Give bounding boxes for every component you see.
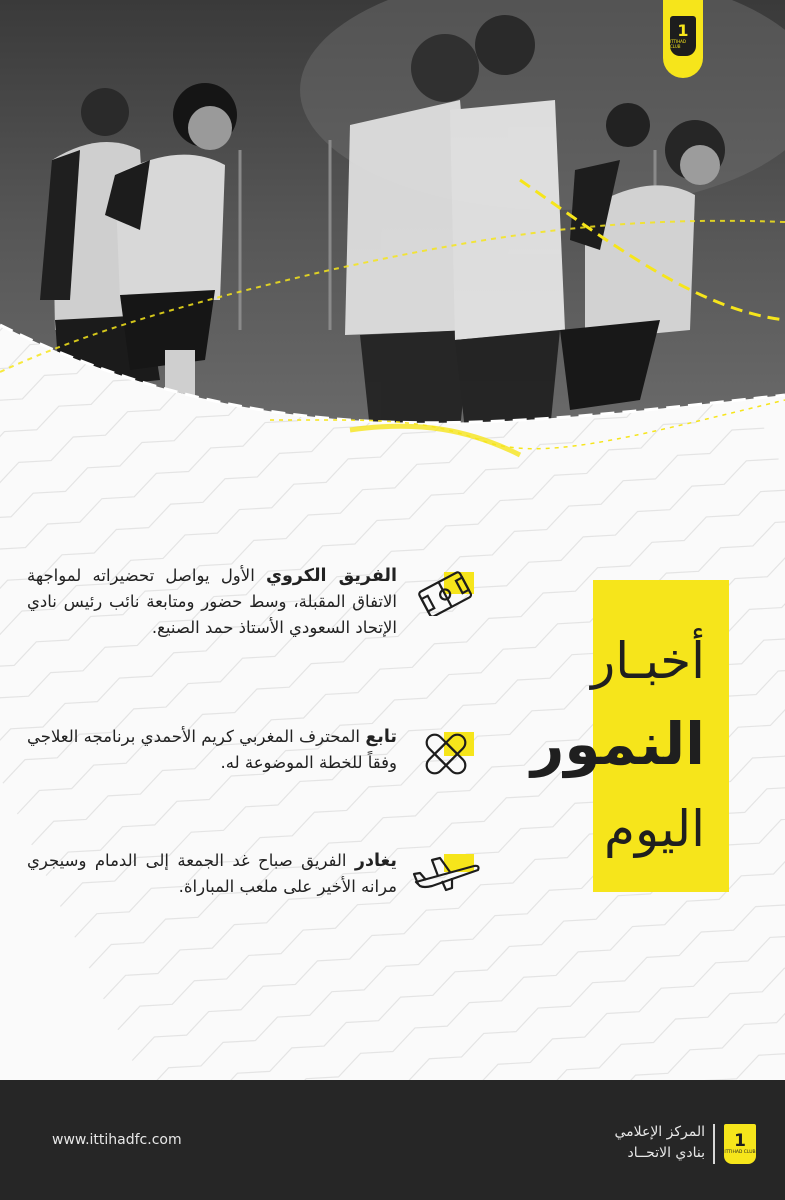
media-line-2: بنادي الاتحــاد bbox=[627, 1145, 705, 1161]
media-center-label bbox=[614, 1122, 705, 1164]
footer-club-crest-icon bbox=[724, 1124, 756, 1164]
news-lead: تابع bbox=[365, 727, 397, 747]
news-body: الأول يواصل تحضيراته لمواجهة الاتفاق المقبلة، وسط حضور ومتابعة نائب رئيس نادي الإتحاد السعودي الأستاذ حمد الصنيع. bbox=[27, 566, 397, 637]
media-line-1: المركز الإعلامي bbox=[614, 1124, 705, 1140]
news-lead: يغادر bbox=[354, 851, 397, 871]
crest-text: ITTIHAD CLUB bbox=[724, 1150, 756, 1155]
news-item-1 bbox=[27, 563, 397, 641]
bandage-icon bbox=[416, 728, 478, 776]
title-line-1: أخبـار bbox=[591, 632, 705, 690]
club-logo-tab bbox=[663, 0, 703, 78]
footer-divider bbox=[713, 1124, 715, 1164]
football-pitch-icon bbox=[416, 568, 478, 616]
title-line-3: اليوم bbox=[603, 800, 705, 858]
title-line-2: النمور bbox=[531, 710, 705, 778]
airplane-icon bbox=[412, 852, 480, 892]
news-lead: الفريق الكروي bbox=[265, 566, 397, 586]
club-crest-icon bbox=[670, 16, 696, 56]
crest-text: ITTIHAD CLUB bbox=[670, 39, 686, 49]
news-item-2 bbox=[27, 724, 397, 776]
news-body: المحترف المغربي كريم الأحمدي برنامجه العلاجي وفقاً للخطة الموضوعة له. bbox=[27, 727, 397, 772]
news-body: الفريق صباح غد الجمعة إلى الدمام وسيجري مرانه الأخير على ملعب المباراة. bbox=[27, 851, 397, 896]
crest-number: 1 bbox=[677, 21, 689, 40]
website-link[interactable]: www.ittihadfc.com bbox=[52, 1132, 182, 1148]
yellow-swoosh bbox=[0, 360, 785, 470]
news-item-3 bbox=[27, 848, 397, 900]
crest-number: 1 bbox=[734, 1131, 746, 1151]
